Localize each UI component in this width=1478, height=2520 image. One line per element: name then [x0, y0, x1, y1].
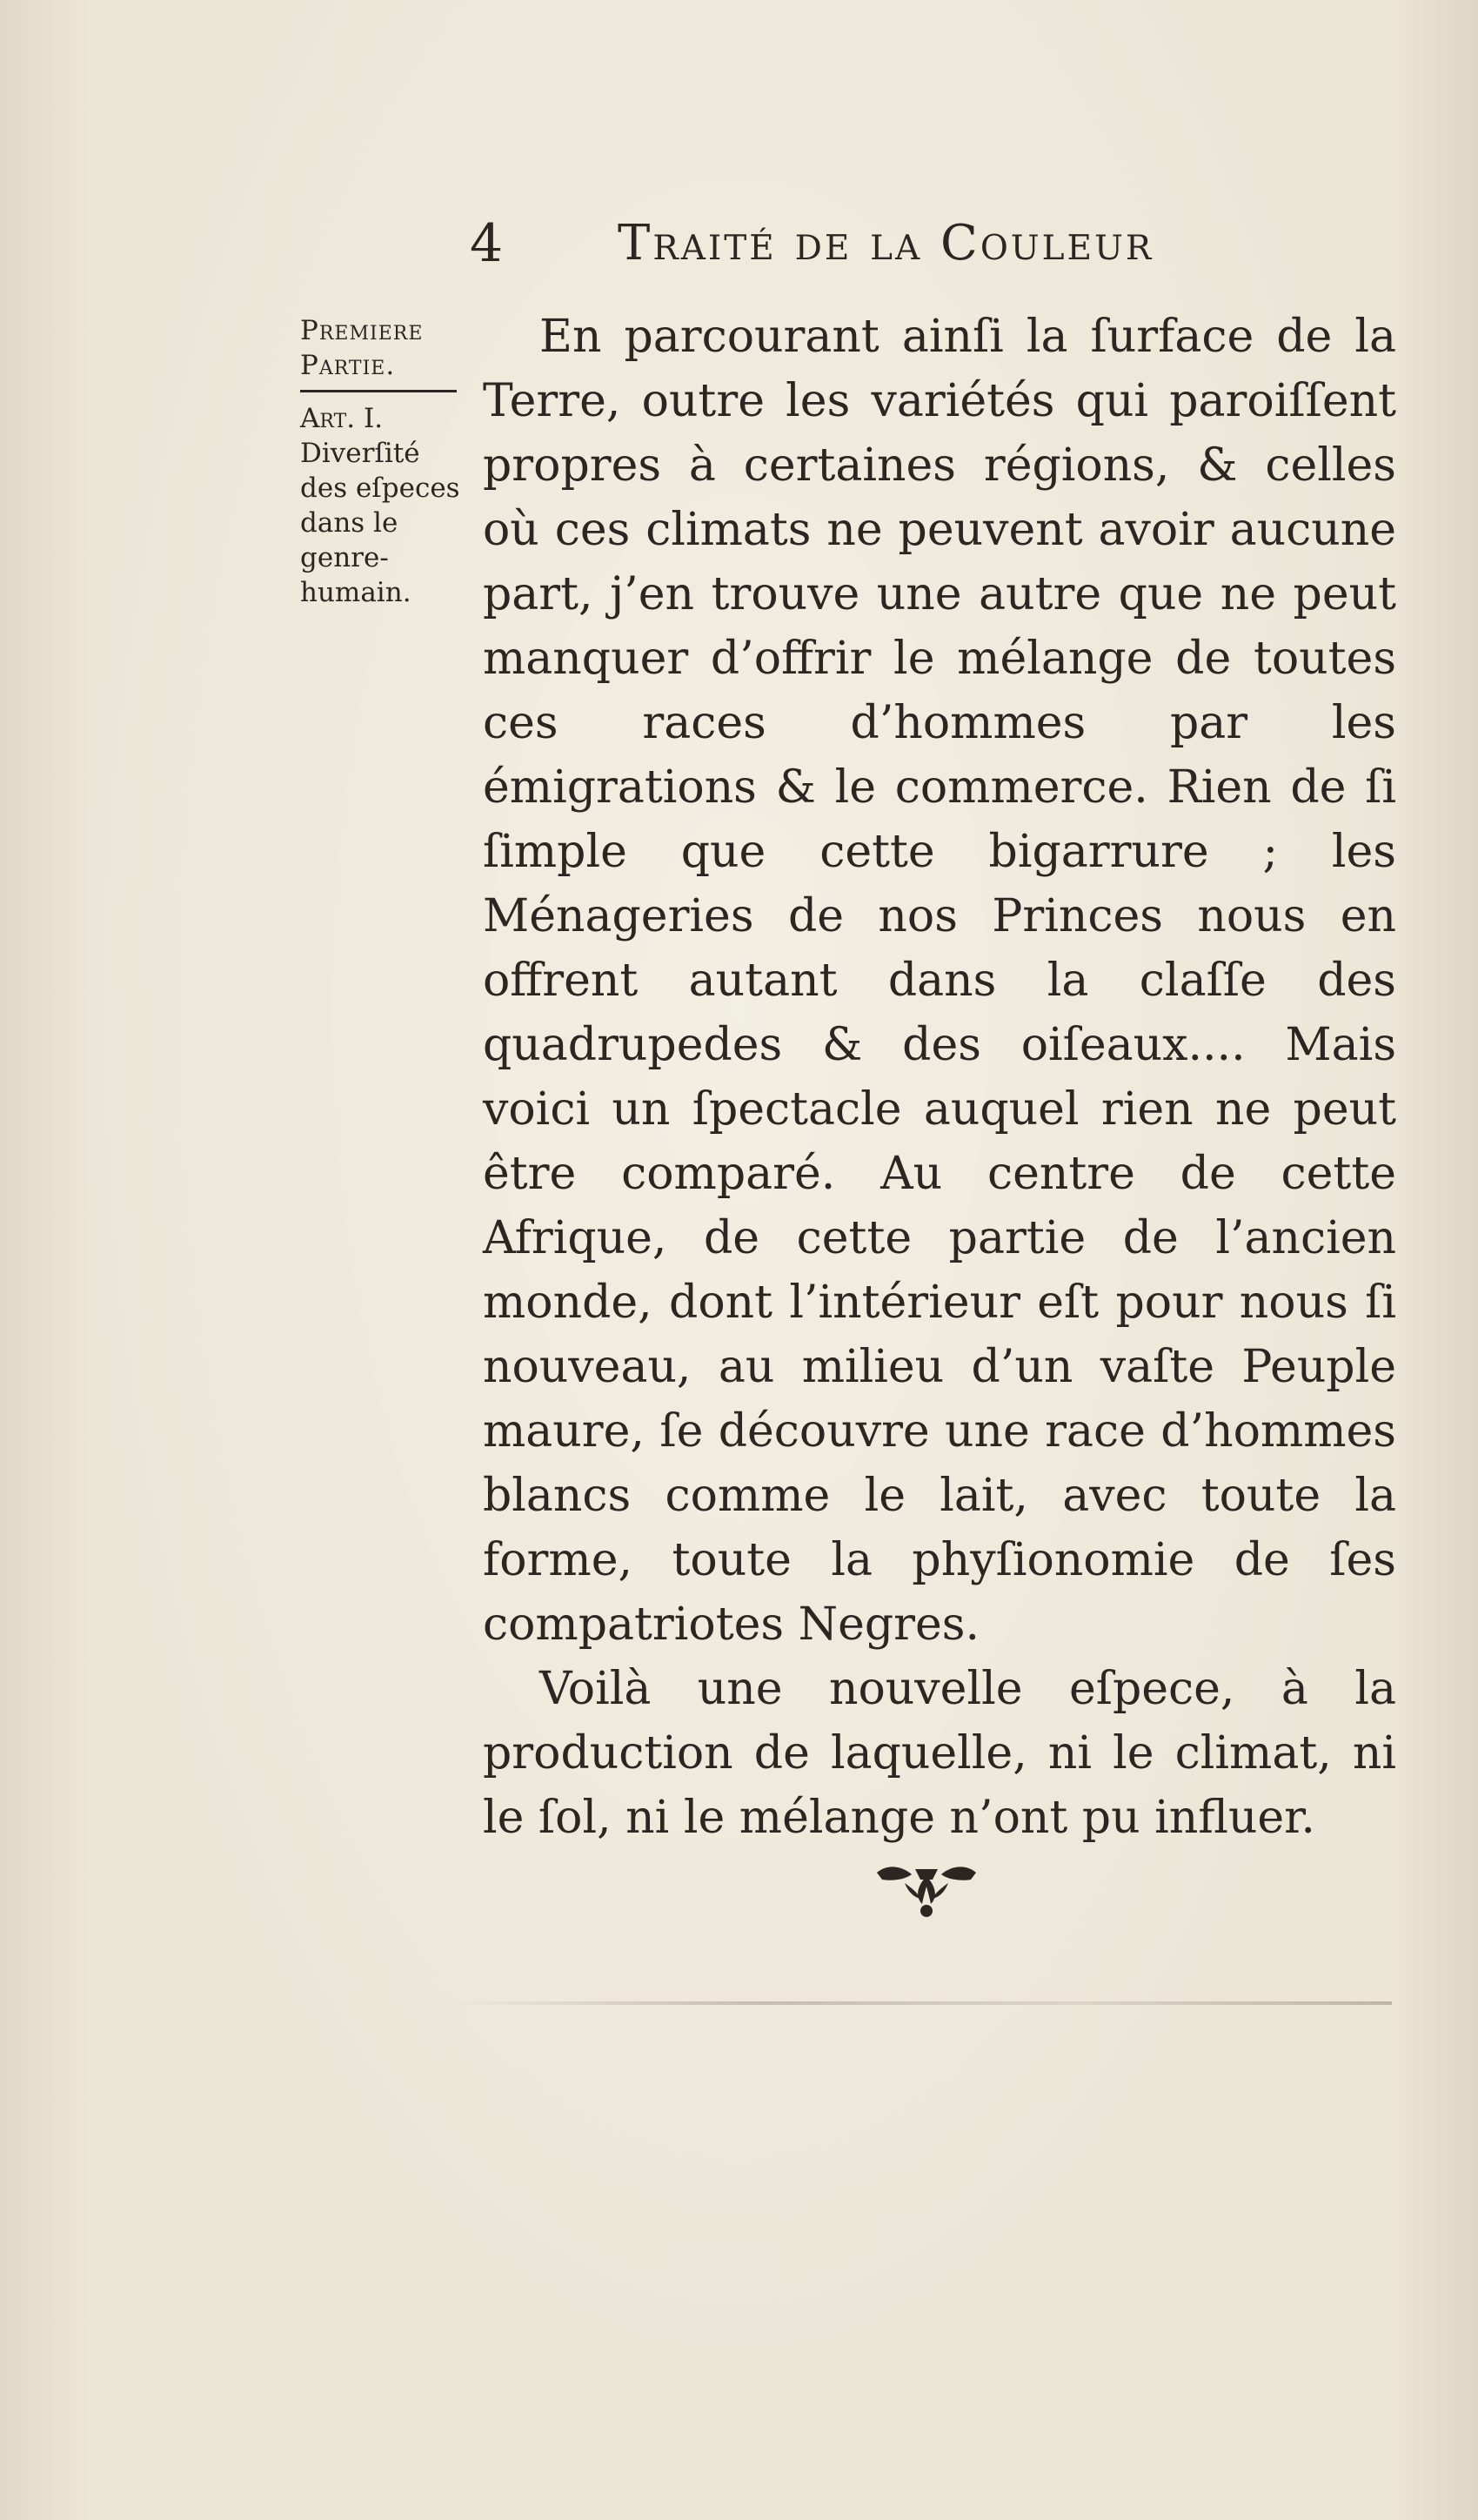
running-title: Traité de la Couleur — [618, 215, 1154, 271]
margin-note-article: Art. I. — [300, 403, 384, 434]
margin-rule — [300, 390, 457, 392]
margin-note — [300, 313, 465, 610]
paragraph-2: Voilà une nouvelle eſpece, à la production de laquelle, ni le climat, ni le ſol, ni le mélange n’ont pu influer. — [483, 1663, 1396, 1844]
page-number: 4 — [470, 213, 504, 274]
margin-note-part: Premiere Partie. — [300, 315, 424, 381]
running-head — [470, 209, 1409, 278]
margin-note-text: Diverſité des eſpeces dans le genre-humain. — [300, 438, 460, 608]
paragraph-1: En parcourant ainſi la ſurface de la Terre, outre les variétés qui paroiſſent propres à certaines régions, & celles où ces climats ne peuvent avoir aucune part, j’en trouve une autre que ne peut manquer d’offrir le mélange de toutes ces races d’hommes par les émigrations & le commerce. Rien de ſi ſimple que cette bigarrure ; les Ménageries de nos Princes nous en offrent autant dans la claſſe des quadrupedes & des oiſeaux.... Mais voici un ſpectacle auquel rien ne peut être comparé. Au centre de cette Afrique, de cette partie de l’ancien monde, dont l’intérieur eſt pour nous ſi nouveau, au milieu d’un vaſte Peuple maure, ſe découvre une race d’hommes blancs comme le lait, avec toute la forme, toute la phyſionomie de ſes compatriotes Negres. — [483, 311, 1396, 1651]
fleuron-ornament-icon — [870, 1853, 983, 1923]
body-text — [483, 305, 1396, 1850]
page-bleed-line — [452, 2001, 1392, 2005]
